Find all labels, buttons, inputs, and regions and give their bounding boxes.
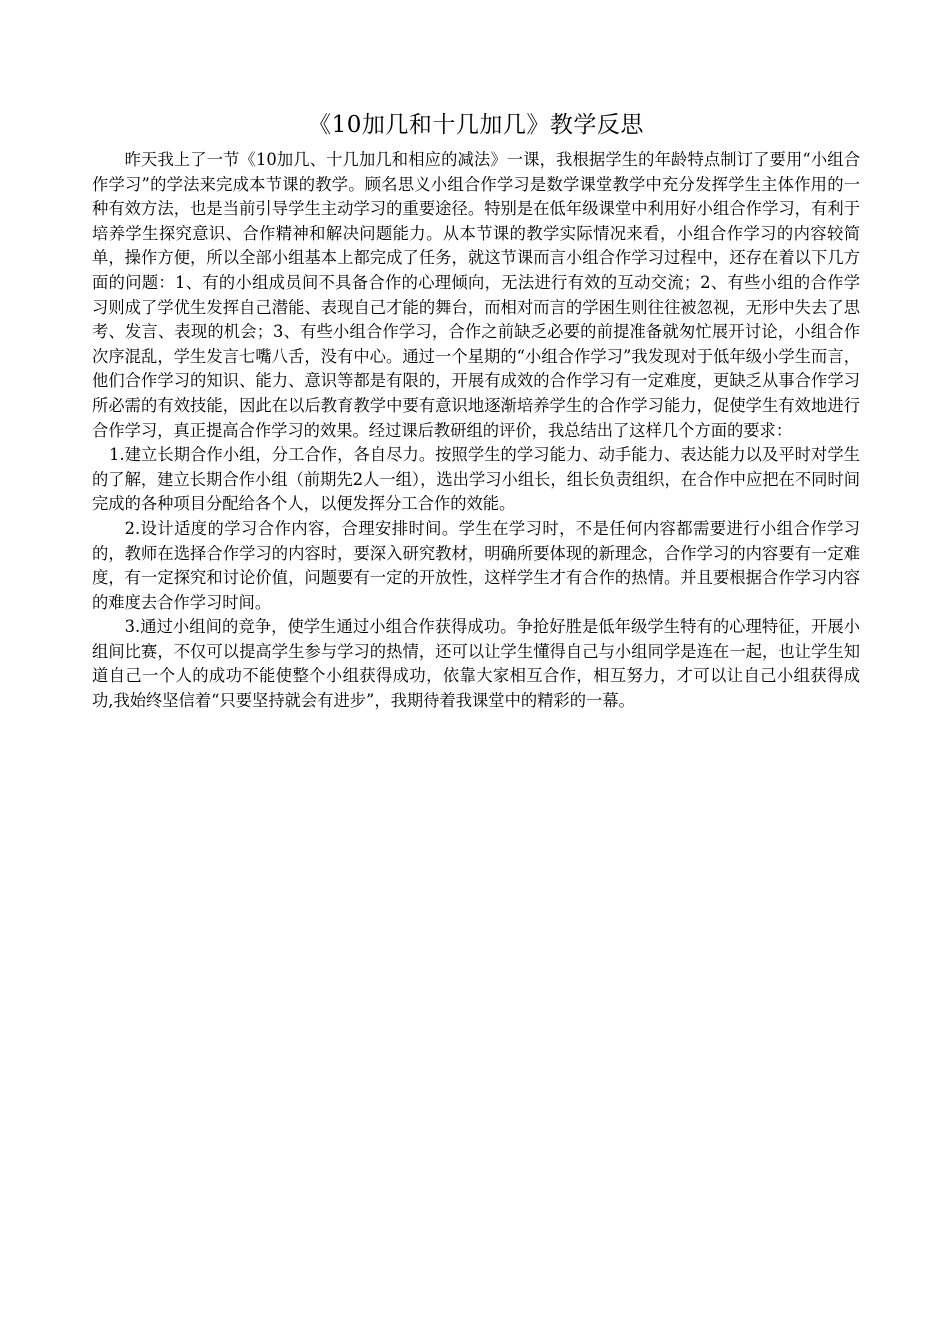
document-page	[92, 108, 860, 714]
paragraph-intro: 昨天我上了一节《10加几、十几加几和相应的减法》一课，我根据学生的年龄特点制订了要用“小组合作学习”的学法来完成本节课的教学。顾名思义小组合作学习是数学课堂教学中充分发挥学生主体作用的一种有效方法，也是当前引导学生主动学习的重要途径。特别是在低年级课堂中利用好小组合作学习，有利于培养学生探究意识、合作精神和解决问题能力。从本节课的教学实际情况来看，小组合作学习的内容较简单，操作方便，所以全部小组基本上都完成了任务，就这节课而言小组合作学习过程中，还存在着以下几方面的问题：1、有的小组成员间不具备合作的心理倾向，无法进行有效的互动交流；2、有些小组的合作学习则成了学优生发挥自己潜能、表现自己才能的舞台，而相对而言的学困生则往往被忽视，无形中失去了思考、发言、表现的机会；3、有些小组合作学习，合作之前缺乏必要的前提准备就匆忙展开讨论，小组合作次序混乱，学生发言七嘴八舌，没有中心。通过一个星期的“小组合作学习”我发现对于低年级小学生而言，他们合作学习的知识、能力、意识等都是有限的，开展有成效的合作学习有一定难度，更缺乏从事合作学习所必需的有效技能，因此在以后教育教学中要有意识地逐渐培养学生的合作学习能力，促使学生有效地进行合作学习，真正提高合作学习的效果。经过课后教研组的评价，我总结出了这样几个方面的要求：	[92, 150, 860, 440]
paragraph-point-2: 2.设计适度的学习合作内容，合理安排时间。学生在学习时，不是任何内容都需要进行小组合作学习的，教师在选择合作学习的内容时，要深入研究教材，明确所要体现的新理念，合作学习的内容要有一定难度，有一定探究和讨论价值，问题要有一定的开放性，这样学生才有合作的热情。并且要根据合作学习内容的难度去合作学习时间。	[92, 518, 860, 612]
paragraph-point-1: 1.建立长期合作小组，分工合作，各自尽力。按照学生的学习能力、动手能力、表达能力以及平时对学生的了解，建立长期合作小组（前期先2人一组），选出学习小组长，组长负责组织，在合作中应把在不同时间完成的各种项目分配给各个人，以便发挥分工合作的效能。	[92, 445, 860, 514]
document-title: 《10加几和十几加几》教学反思	[308, 112, 644, 138]
paragraph-point-3: 3.通过小组间的竞争，使学生通过小组合作获得成功。争抢好胜是低年级学生特有的心理特征，开展小组间比赛，不仅可以提高学生参与学习的热情，还可以让学生懂得自己与小组同学是连在一起，也让学生知道自己一个人的成功不能使整个小组获得成功，依靠大家相互合作，相互努力，才可以让自己小组获得成功,我始终坚信着“只要坚持就会有进步”，我期待着我课堂中的精彩的一幕。	[92, 617, 860, 711]
